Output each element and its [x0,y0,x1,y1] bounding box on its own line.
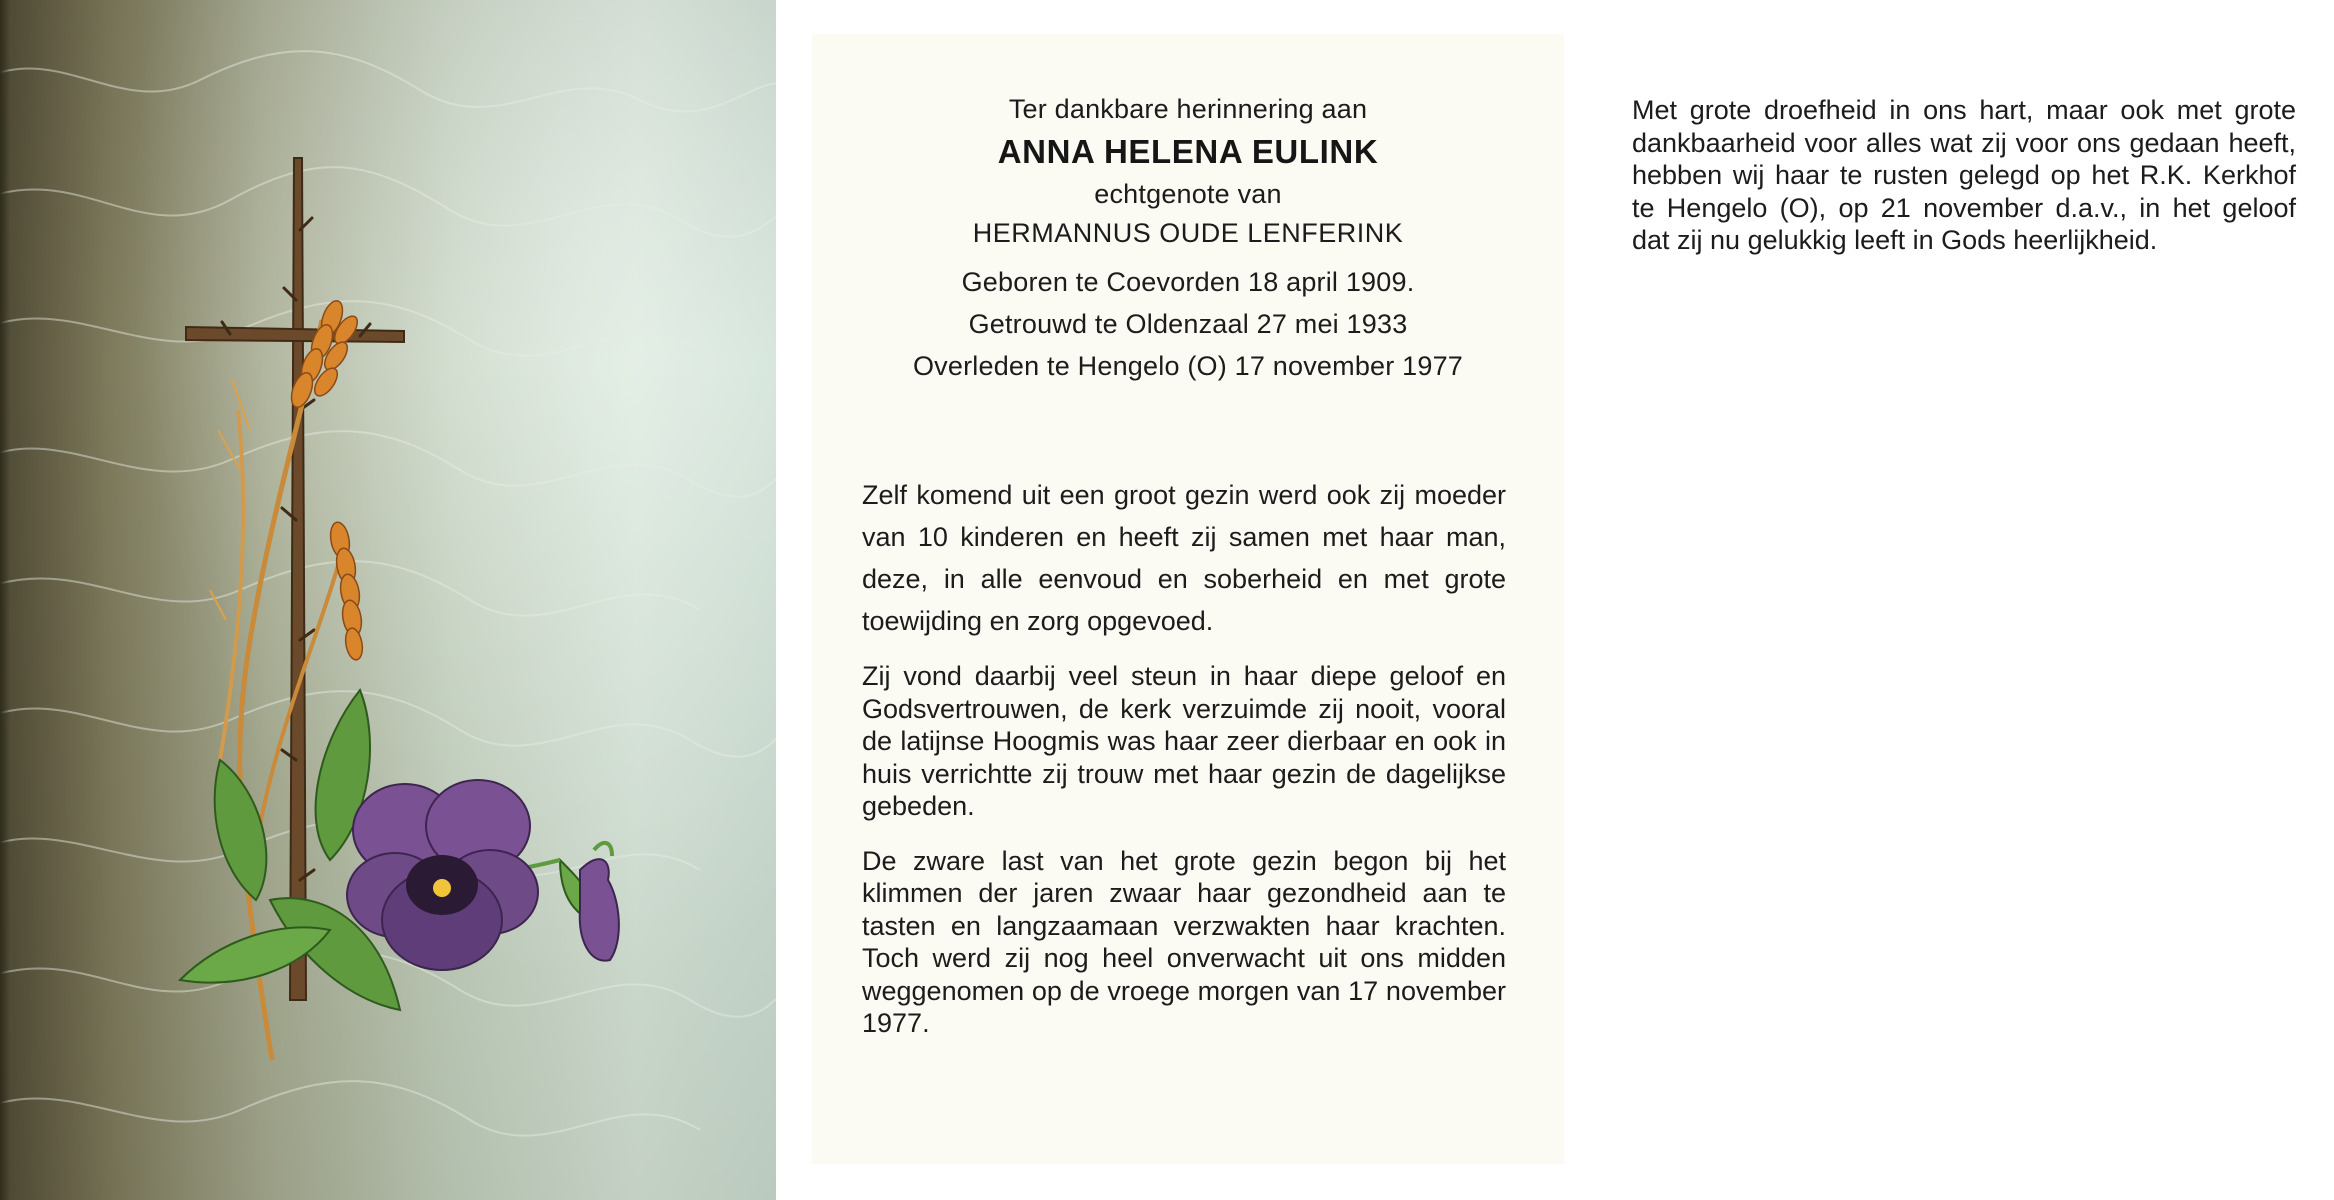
memorial-body [862,474,1506,1062]
panel-binding-edge [0,0,10,1200]
body-paragraph-passing: De zware last van het grote gezin begon bij het klimmen der jaren zwaar haar gezondheid aan te tasten en langzaamaan verzwakten haar krachten. Toch werd zij nog heel onverwacht uit ons midden weggenomen op de vroege morgen van 17 november 1977. [862,845,1506,1038]
closing-paragraph: Met grote droefheid in ons hart, maar ook met grote dankbaarheid voor alles wat zij voor ons gedaan heeft, hebben wij haar te rusten gelegd op het R.K. Kerkhof te Hengelo (O), op 21 november d.a.v., in het geloof dat zij nu gelukkig leeft in Gods heerlijkheid. [1632,95,2296,255]
marriage-line: Getrouwd te Oldenzaal 27 mei 1933 [968,309,1408,339]
memorial-intro: Ter dankbare herinnering aan [1008,94,1368,124]
death-line: Overleden te Hengelo (O) 17 november 1977 [912,351,1464,381]
life-dates [812,261,1564,387]
illustration-svg [0,0,776,1200]
illustration-panel [0,0,776,1200]
body-paragraph-family: Zelf komend uit een groot gezin werd ook zij moeder van 10 kinderen en heeft zij samen met haar man, deze, in alle eenvoud en soberheid en met grote toewijding en zorg opgevoed. [862,480,1506,636]
spouse-label: echtgenote van [1094,179,1282,209]
deceased-name: ANNA HELENA EULINK [997,133,1379,170]
birth-line: Geboren te Coevorden 18 april 1909. [961,267,1415,297]
memorial-text-page [812,34,1564,1164]
body-paragraph-faith: Zij vond daarbij veel steun in haar diepe geloof en Godsvertrouwen, de kerk verzuimde zij nooit, vooral de latijnse Hoogmis was haar zeer dierbaar en ook in huis verrichtte zij trouw met haar gezin de dagelijkse gebeden. [862,661,1506,821]
closing-text-page [1612,30,2334,1200]
spouse-name: HERMANNUS OUDE LENFERINK [972,218,1404,248]
memorial-header [812,94,1564,387]
pansy-icon [347,780,619,970]
